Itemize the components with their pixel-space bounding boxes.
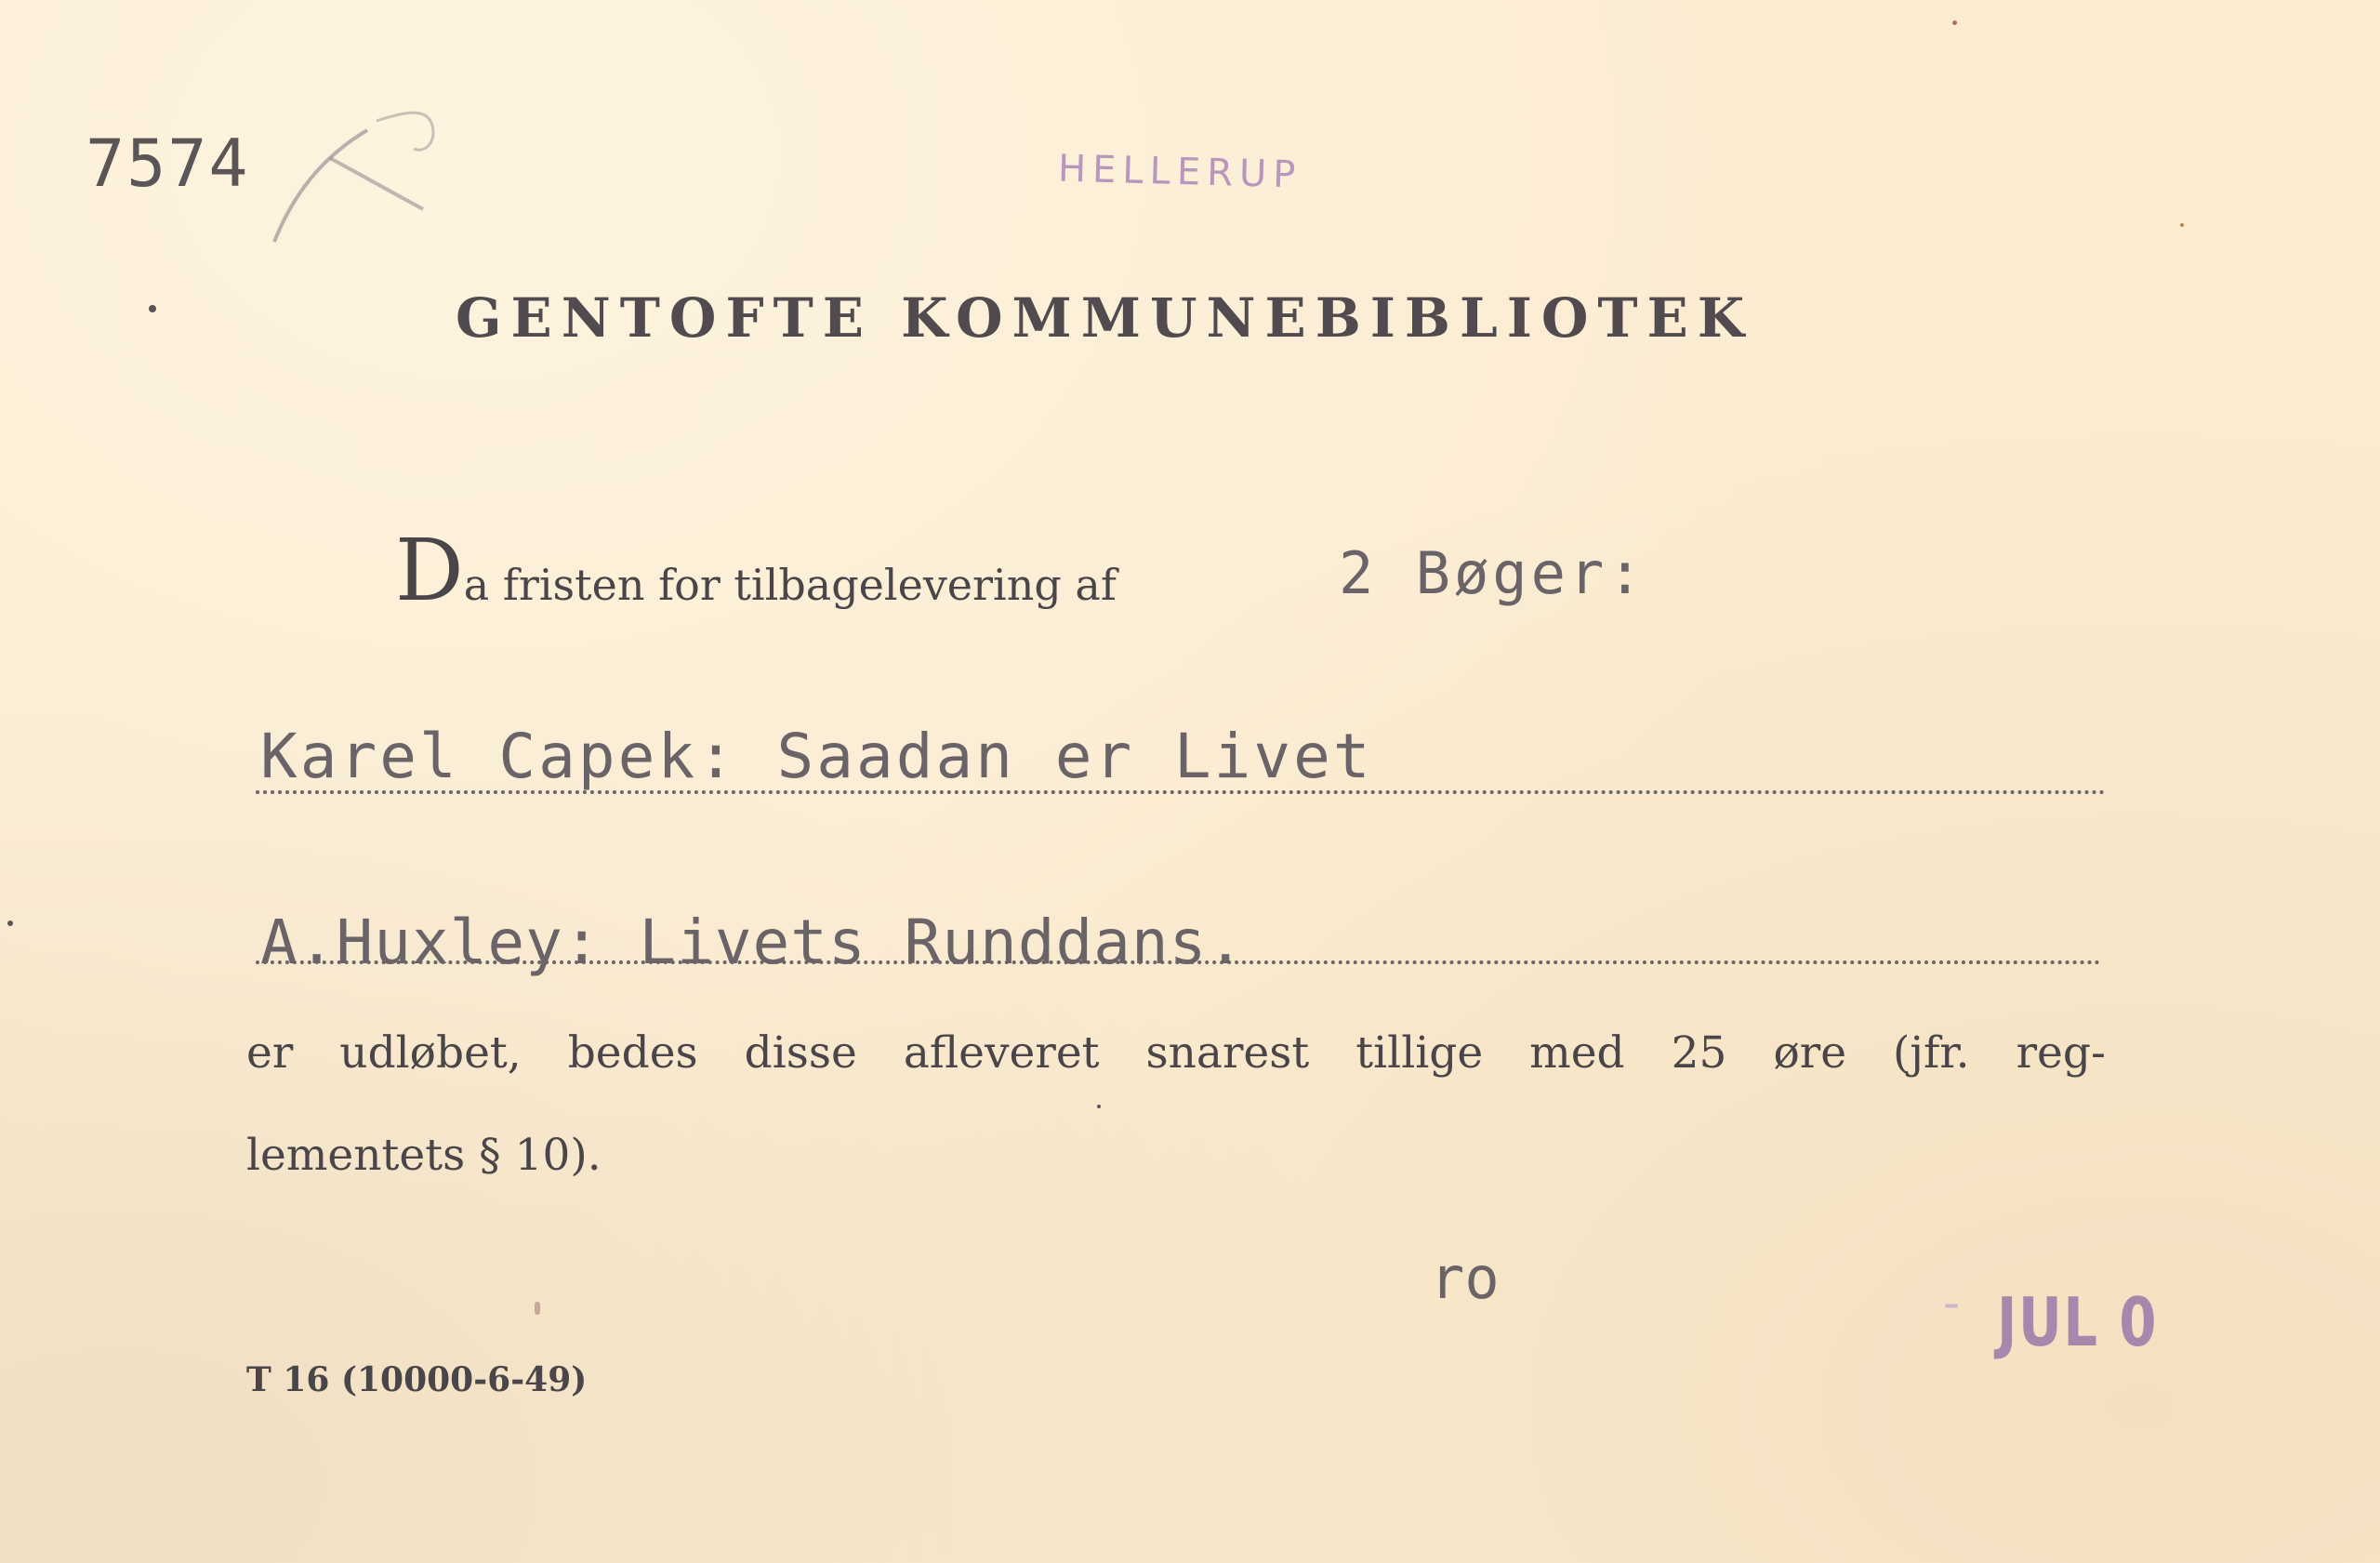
body-word: disse xyxy=(744,1027,857,1079)
book-title-1: Karel Capek: Saadan er Livet xyxy=(260,721,1373,792)
accession-number: 7574 xyxy=(86,126,250,202)
body-word: øre xyxy=(1773,1027,1847,1079)
body-word: bedes xyxy=(567,1027,698,1079)
body-word: (jfr. xyxy=(1893,1027,1970,1079)
paper-speck xyxy=(149,305,156,312)
body-text-line-2: lementets § 10). xyxy=(246,1130,602,1181)
paper-speck xyxy=(2180,223,2184,227)
body-word: udløbet, xyxy=(339,1027,522,1079)
body-word: reg- xyxy=(2016,1027,2106,1079)
branch-stamp: HELLERUP xyxy=(1057,147,1302,197)
notice-intro xyxy=(395,521,1117,620)
notice-initial: D xyxy=(395,521,464,620)
notice-intro-text: a fristen for tilbagelevering af xyxy=(463,560,1117,610)
date-stamp: JUL 0 xyxy=(1997,1283,2159,1361)
paper-speck xyxy=(1952,20,1957,25)
body-word: tillige xyxy=(1355,1027,1484,1079)
paper-speck xyxy=(1097,1105,1101,1108)
item-count: 2 Bøger: xyxy=(1339,539,1646,607)
body-word: afleveret xyxy=(903,1027,1100,1079)
body-word: snarest xyxy=(1145,1027,1310,1079)
date-stamp-mark: - xyxy=(1943,1276,1961,1330)
pencil-mark-icon xyxy=(265,93,460,251)
dotted-line-2 xyxy=(256,960,2101,964)
form-code: T 16 (10000-6-49) xyxy=(246,1360,588,1399)
body-word: med xyxy=(1529,1027,1625,1079)
clerk-initials: ro xyxy=(1430,1244,1500,1312)
body-text-line-1 xyxy=(246,1027,2106,1079)
paper-speck xyxy=(535,1302,540,1315)
body-word: 25 xyxy=(1671,1027,1727,1079)
dotted-line-1 xyxy=(256,790,2106,794)
book-title-2: A.Huxley: Livets Runddans. xyxy=(260,907,1246,978)
library-title: GENTOFTE KOMMUNEBIBLIOTEK xyxy=(456,286,1754,350)
body-word: er xyxy=(246,1027,294,1079)
paper-speck xyxy=(7,921,13,926)
